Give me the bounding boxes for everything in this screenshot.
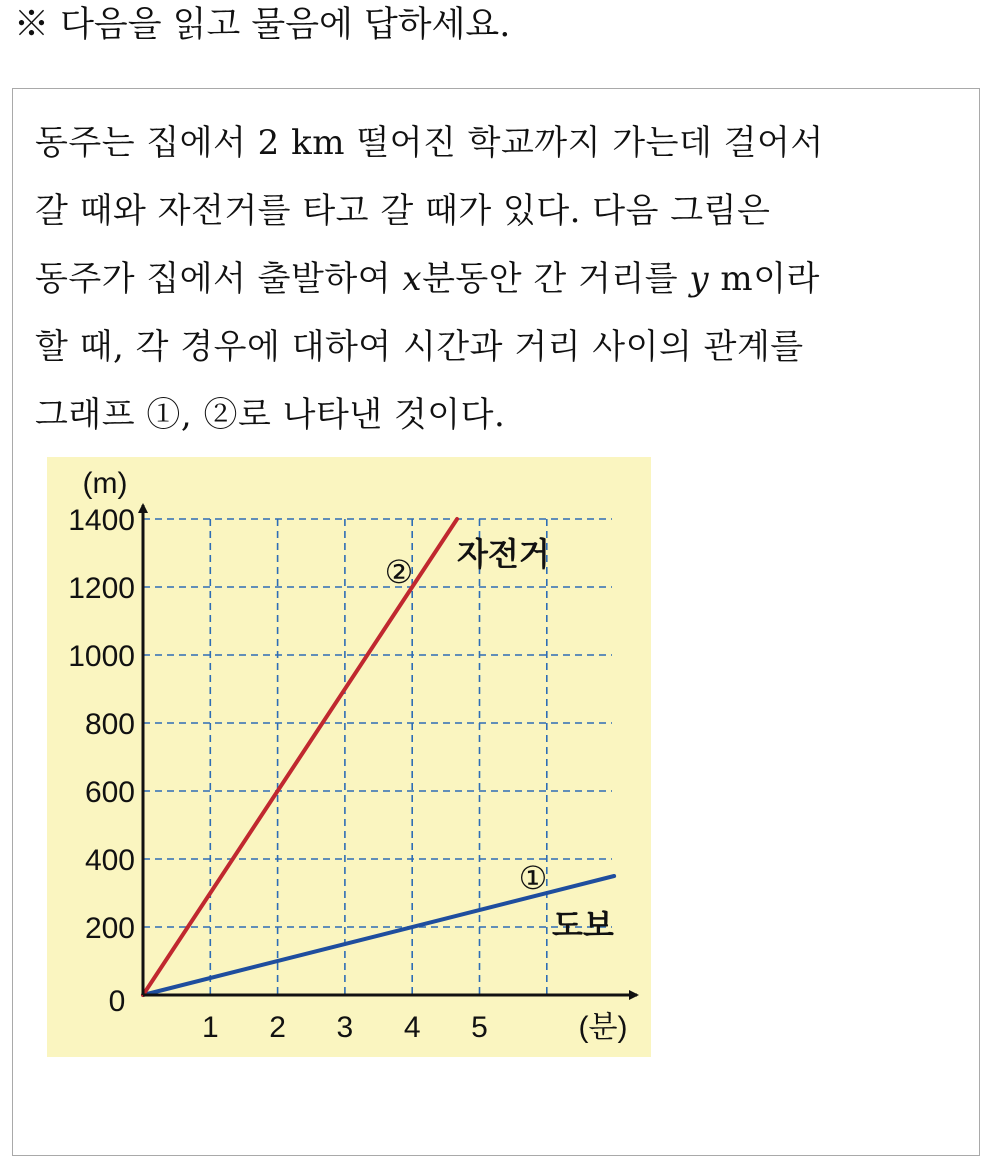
passage-line-4: 할 때, 각 경우에 대하여 시간과 거리 사이의 관계를 [35, 327, 804, 367]
instruction-text: ※ 다음을 읽고 물음에 답하세요. [14, 5, 511, 45]
passage-line-3-end: 이라 [753, 259, 820, 299]
passage-line-3-start: 동주가 집에서 출발하여 [35, 259, 403, 299]
x-axis-label: (분) [578, 1011, 628, 1044]
chart-svg [47, 457, 651, 1057]
y-tick-label: 600 [84, 776, 135, 809]
series-marker-walking: ① [518, 860, 548, 896]
series-name-bicycle: 자전거 [457, 536, 550, 572]
passage-line-3-middle: 분동안 간 거리를 [422, 259, 690, 299]
series-marker-bicycle: ② [384, 554, 414, 590]
distance-time-chart [47, 457, 651, 1057]
series-name-walking: 도보 [552, 907, 614, 943]
x-tick-label: 4 [403, 1011, 421, 1044]
origin-label: 0 [108, 985, 126, 1018]
y-tick-label: 400 [84, 844, 135, 877]
y-tick-label: 1000 [68, 640, 135, 673]
y-axis-label: (m) [82, 467, 128, 500]
y-tick-label: 1400 [68, 504, 135, 537]
problem-passage [35, 109, 965, 449]
x-tick-label: 5 [471, 1011, 488, 1044]
chart-background [47, 457, 651, 1057]
x-tick-label: 3 [336, 1011, 354, 1044]
variable-x: x [402, 259, 423, 299]
passage-line-5: 그래프 ①, ②로 나타낸 것이다. [35, 395, 506, 435]
y-tick-label: 800 [84, 708, 135, 741]
y-tick-label: 200 [84, 912, 135, 945]
x-tick-label: 2 [269, 1011, 286, 1044]
y-tick-label: 1200 [68, 572, 135, 605]
unit-m: m [709, 259, 754, 299]
passage-line-3 [35, 245, 965, 313]
passage-line-1: 동주는 집에서 2 km 떨어진 학교까지 가는데 걸어서 [35, 123, 824, 163]
passage-line-2: 갈 때와 자전거를 타고 갈 때가 있다. 다음 그림은 [35, 191, 771, 231]
problem-box [12, 88, 980, 1156]
x-tick-label: 1 [201, 1011, 219, 1044]
variable-y: y [689, 259, 710, 299]
